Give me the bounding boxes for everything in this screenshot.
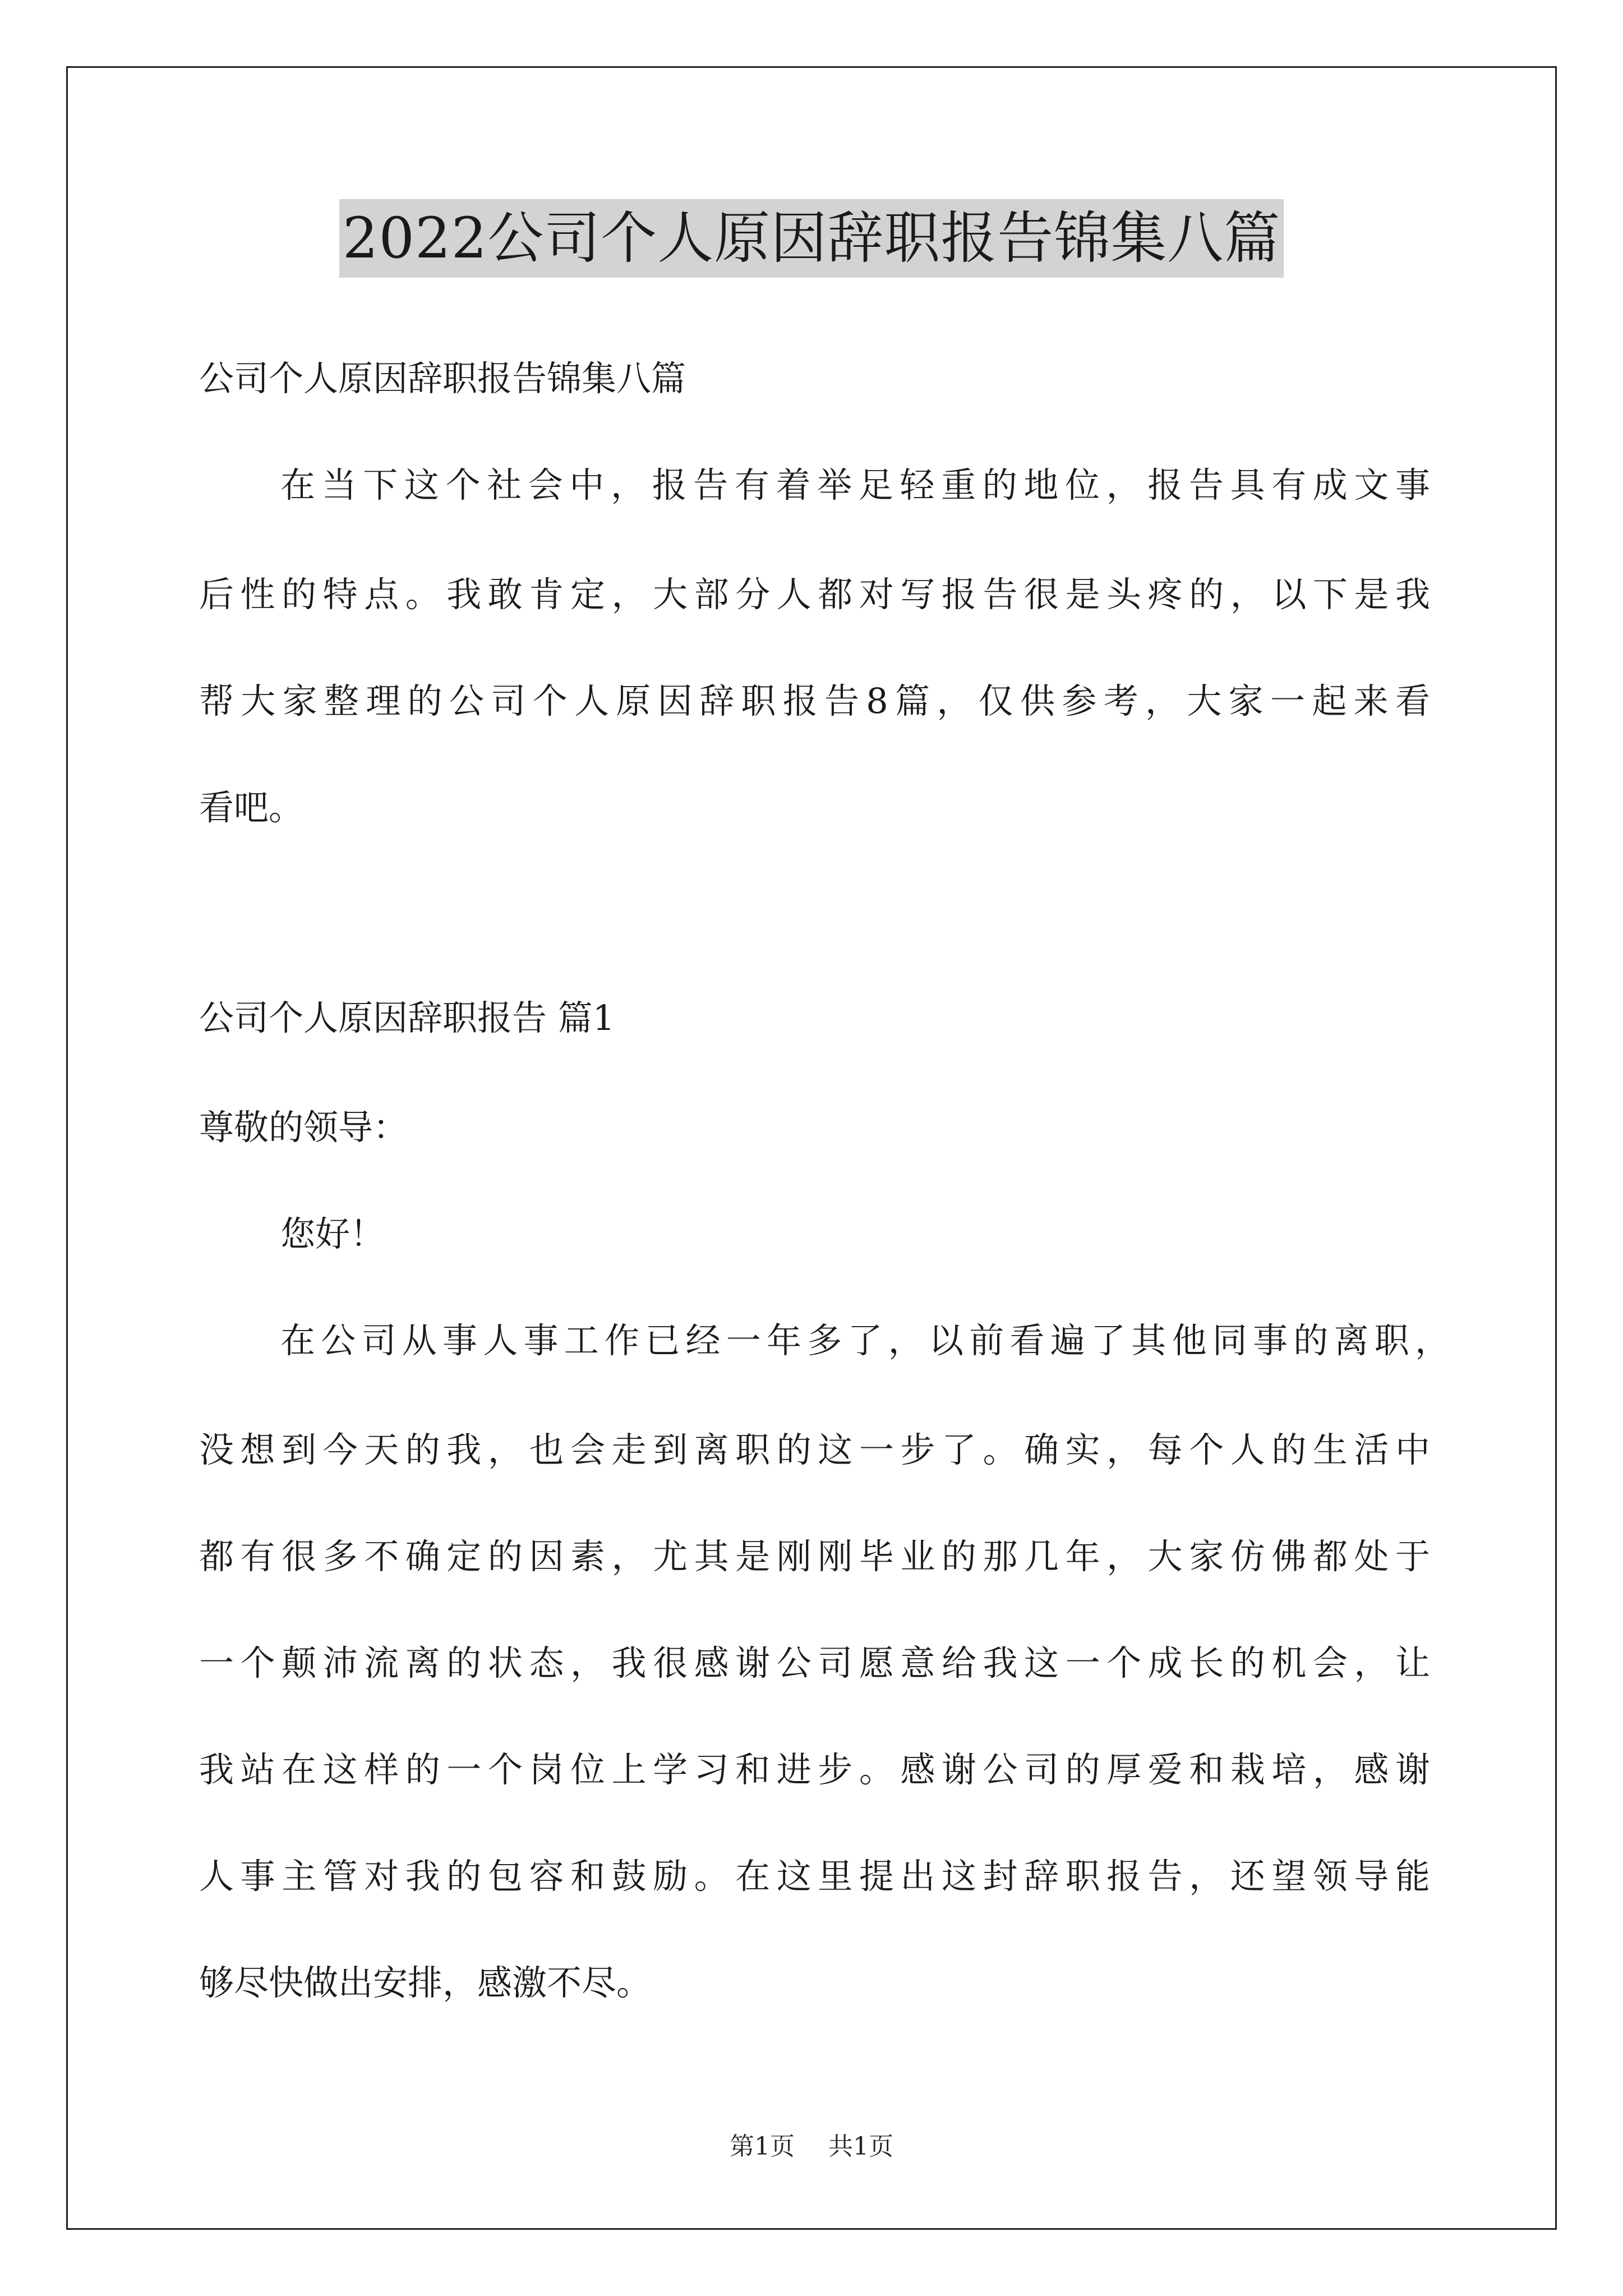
intro-line-1: 在当下这个社会中，报告有着举足轻重的地位，报告具有成文事 [280, 464, 1430, 505]
body-line-7: 够尽快做出安排，感激不尽。 [199, 1962, 652, 2003]
body-line-6: 人事主管对我的包容和鼓励。在这里提出这封辞职报告，还望领导能 [199, 1856, 1430, 1897]
intro-line-4: 看吧。 [199, 787, 304, 828]
document-title: 2022公司个人原因辞职报告锦集八篇 [339, 199, 1284, 278]
body-line-3: 都有很多不确定的因素，尤其是刚刚毕业的那几年，大家仿佛都处于 [199, 1536, 1430, 1577]
page-total: 共1页 [828, 2132, 893, 2161]
title-container [0, 199, 1623, 278]
document-subtitle: 公司个人原因辞职报告锦集八篇 [199, 358, 686, 399]
section-heading: 公司个人原因辞职报告 篇1 [199, 997, 615, 1038]
page-footer [0, 2126, 1623, 2162]
body-line-2: 没想到今天的我，也会走到离职的这一步了。确实，每个人的生活中 [199, 1429, 1430, 1470]
page-number: 第1页 [730, 2132, 795, 2161]
greeting: 您好！ [280, 1213, 385, 1254]
body-line-5: 我站在这样的一个岗位上学习和进步。感谢公司的厚爱和栽培，感谢 [199, 1749, 1430, 1790]
intro-line-2: 后性的特点。我敢肯定，大部分人都对写报告很是头疼的，以下是我 [199, 574, 1430, 615]
salutation: 尊敬的领导： [199, 1107, 408, 1148]
intro-line-3: 帮大家整理的公司个人原因辞职报告8篇，仅供参考，大家一起来看 [199, 680, 1430, 721]
body-line-4: 一个颠沛流离的状态，我很感谢公司愿意给我这一个成长的机会，让 [199, 1642, 1430, 1683]
body-line-1: 在公司从事人事工作已经一年多了，以前看遍了其他同事的离职， [280, 1320, 1450, 1361]
